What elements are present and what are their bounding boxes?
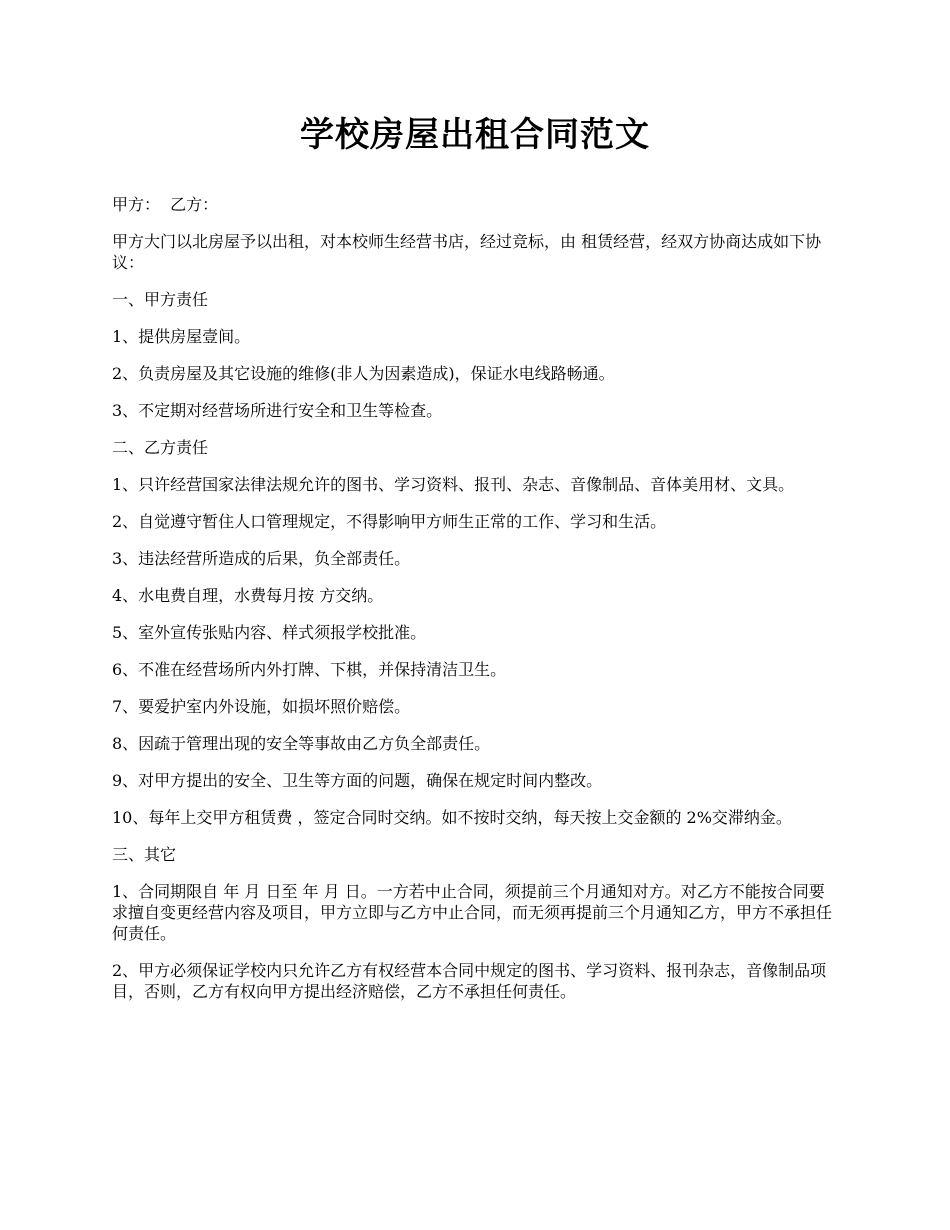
clause-a-3: 3、不定期对经营场所进行安全和卫生等检查。 bbox=[112, 401, 443, 420]
clause-b-10: 10、每年上交甲方租赁费 ，签定合同时交纳。如不按时交纳，每天按上交金额的 2%交滞纳金。 bbox=[112, 808, 792, 827]
parties-line: 甲方： 乙方： bbox=[112, 195, 219, 214]
intro-paragraph: 甲方大门以北房屋予以出租，对本校师生经营书店，经过竞标，由 租赁经营，经双方协商达成如下协议： bbox=[112, 232, 822, 272]
clause-b-2: 2、自觉遵守暂住人口管理规定，不得影响甲方师生正常的工作、学习和生活。 bbox=[112, 512, 667, 531]
clause-b-5: 5、室外宣传张贴内容、样式须报学校批准。 bbox=[112, 623, 427, 642]
clause-b-3: 3、违法经营所造成的后果，负全部责任。 bbox=[112, 549, 411, 568]
clause-b-4: 4、水电费自理，水费每月按 方交纳。 bbox=[112, 586, 384, 605]
clause-b-9: 9、对甲方提出的安全、卫生等方面的问题，确保在规定时间内整改。 bbox=[112, 771, 603, 790]
clause-b-1: 1、只许经营国家法律法规允许的图书、学习资料、报刊、杂志、音像制品、音体美用材、文具。 bbox=[112, 475, 795, 494]
clause-b-6: 6、不准在经营场所内外打牌、下棋，并保持清洁卫生。 bbox=[112, 660, 507, 679]
clause-a-1: 1、提供房屋壹间。 bbox=[112, 327, 251, 346]
section-heading-other: 三、其它 bbox=[112, 845, 177, 864]
clause-other-1: 1、合同期限自 年 月 日至 年 月 日。一方若中止合同，须提前三个月通知对方。对乙方不能按合同要求擅自变更经营内容及项目，甲方立即与乙方中止合同，而无须再提前三个月通知乙方，甲方不承担任何责任。 bbox=[112, 882, 833, 943]
document-title: 学校房屋出租合同范文 bbox=[300, 115, 650, 155]
clause-other-2: 2、甲方必须保证学校内只允许乙方有权经营本合同中规定的图书、学习资料、报刊杂志，音像制品项目，否则，乙方有权向甲方提出经济赔偿，乙方不承担任何责任。 bbox=[112, 961, 827, 1001]
section-heading-party-b: 二、乙方责任 bbox=[112, 438, 209, 457]
section-heading-party-a: 一、甲方责任 bbox=[112, 290, 209, 309]
clause-b-8: 8、因疏于管理出现的安全等事故由乙方负全部责任。 bbox=[112, 734, 491, 753]
clause-b-7: 7、要爱护室内外设施，如损坏照价赔偿。 bbox=[112, 697, 411, 716]
clause-a-2: 2、负责房屋及其它设施的维修(非人为因素造成)，保证水电线路畅通。 bbox=[112, 364, 615, 383]
